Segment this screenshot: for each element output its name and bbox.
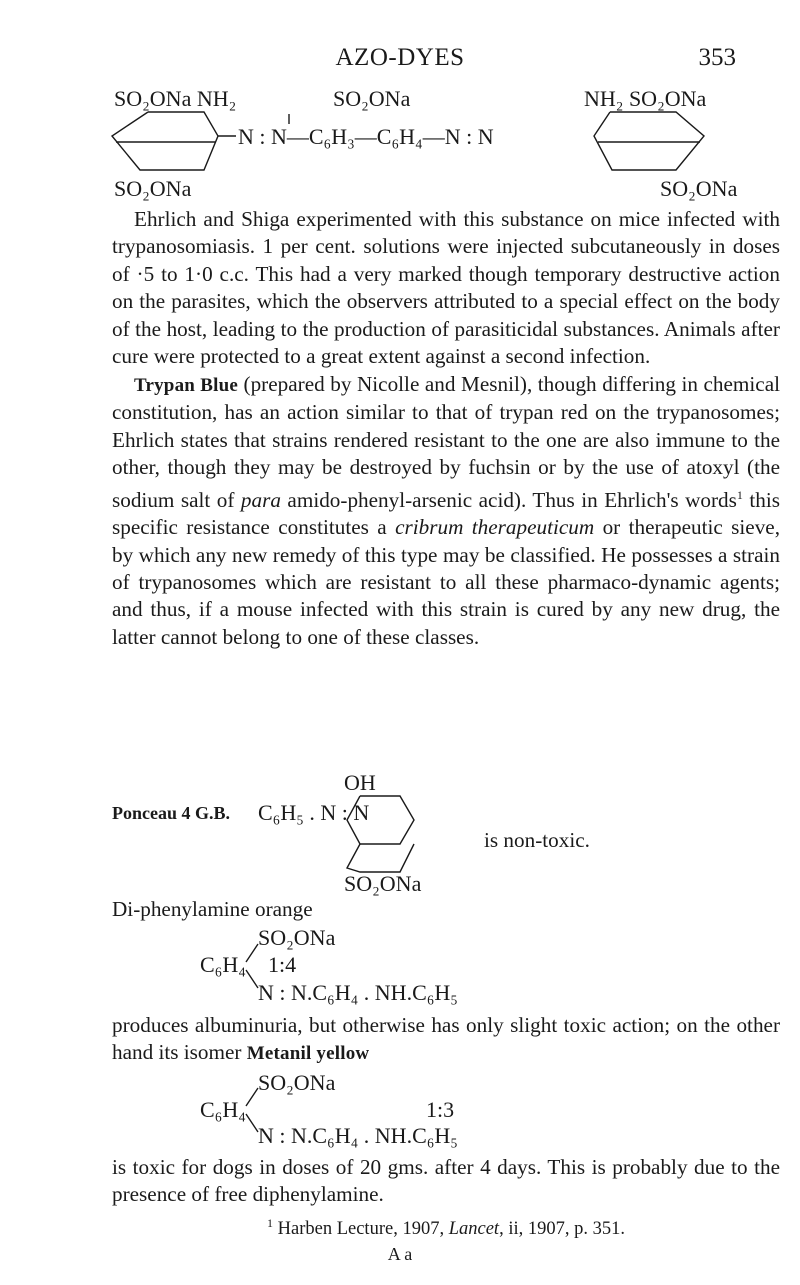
page-number: 353 <box>698 44 736 71</box>
footnote-reference: 1 <box>736 487 743 502</box>
formula1-chain: N : N—C₆H₃—C₆H₄—N : N <box>238 124 494 149</box>
formula1-left-bottom: SO₂ONa <box>114 176 192 201</box>
metanil-position: 1:3 <box>426 1097 455 1122</box>
paragraph2-text-a: (prepared by Nicolle and Mesnil), though differing in chemical constitution, has an action similar to that of trypan red on the trypanosomes; Ehrlich states that strains rendered resistant to the one are also immune to the other, though they may be destroyed by fuchsin or by the use of atoxyl (the sodium salt of <box>112 372 780 512</box>
footnote-text: Harben Lecture, 1907, <box>277 1219 449 1240</box>
paragraph4-text: is toxic for dogs in doses of 20 gms. after 4 days. This is probably due to the presence of free diphenylamine. <box>112 1155 780 1207</box>
paragraph2-text-d: or therapeutic sieve, by which any new remedy of this type may be classified. He possesses a strain of trypanosomes which are resistant to all these pharmaco-dynamic agents; and thus, if a mouse infected with this strain is cured by any new drug, the latter cannot belong to one of these classes. <box>112 515 780 649</box>
footnote-mark: 1 <box>267 1216 274 1230</box>
diphenylamine-orange-label: Di-phenylamine orange <box>112 897 313 921</box>
footnote-journal: Lancet <box>448 1219 500 1240</box>
paragraph2-text-c: this specific resistance constitutes a <box>112 487 780 540</box>
footnote-rest: , ii, 1907, p. 351. <box>499 1219 625 1240</box>
metanil-bottom: N : N.C₆H₄ . NH.C₆H₅ <box>258 1123 458 1148</box>
ponceau-oh: OH <box>344 770 376 795</box>
diphenyl-position: 1:4 <box>268 952 297 977</box>
paragraph-toxic-dogs <box>112 1154 780 1209</box>
metanil-base: C₆H₄ <box>200 1097 246 1122</box>
diphenyl-top: SO₂ONa <box>258 925 336 950</box>
italic-cribrum: cribrum therapeuticum <box>395 515 595 540</box>
formula1-right-top: NH₂ SO₂ONa <box>584 86 707 111</box>
signature-mark: A a <box>387 1244 413 1264</box>
ponceau-label: Ponceau 4 G.B. <box>112 803 231 823</box>
ponceau-bottom: SO₂ONa <box>344 871 422 896</box>
diphenyl-base: C₆H₄ <box>200 952 246 977</box>
italic-para: para <box>240 487 281 512</box>
trypan-blue-heading: Trypan Blue <box>134 375 238 396</box>
ponceau-chain: C₆H₅ . N : N <box>258 800 370 825</box>
running-title: AZO-DYES <box>335 44 465 71</box>
formula1-center-top: SO₂ONa <box>333 86 411 111</box>
non-toxic-note: is non-toxic. <box>484 828 590 852</box>
diphenyl-bottom: N : N.C₆H₄ . NH.C₆H₅ <box>258 980 458 1005</box>
metanil-yellow-heading: Metanil yellow <box>246 1043 370 1065</box>
formula1-right-bottom: SO₂ONa <box>660 176 738 201</box>
formula1-left-top: SO₂ONa NH₂ <box>114 86 237 111</box>
paragraph2-text-b: amido-phenyl-arsenic acid). Thus in Ehrlich's words <box>280 487 737 512</box>
paragraph1-text: Ehrlich and Shiga experimented with this substance on mice infected with trypanosomiasis. 1 per cent. solutions were injected subcutaneously in doses of ·5 to 1·0 c.c. This had a very marked though temporary destructive action on the parasites, which the observers attributed to a special effect on the body of the host, leading to the production of parasiticidal substances. Animals after cure were protected to a great extent against a second infection. <box>112 207 780 369</box>
footnote <box>112 1216 780 1240</box>
metanil-top: SO₂ONa <box>258 1070 336 1095</box>
paragraph3-text: produces albuminuria, but otherwise has only slight toxic action; on the other hand its isomer <box>112 1013 780 1065</box>
